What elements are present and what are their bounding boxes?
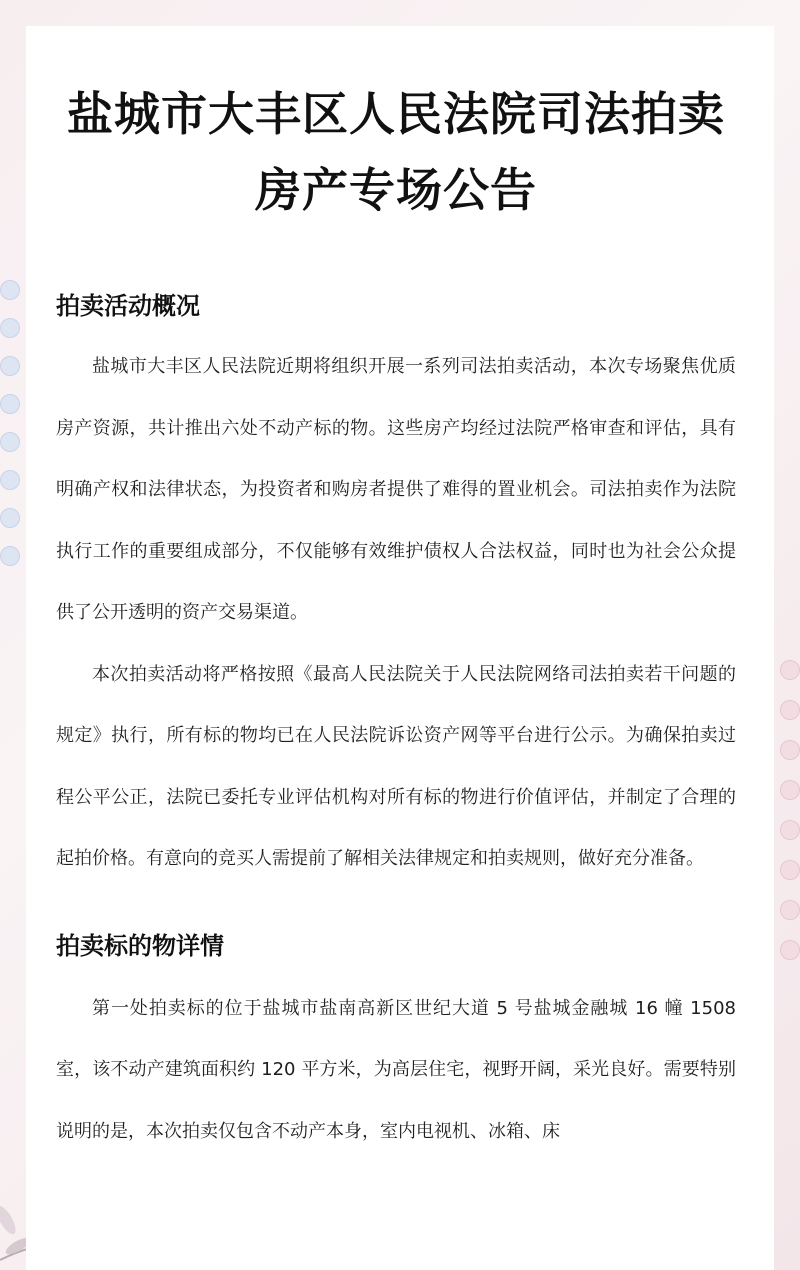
lot-details-paragraph: 第一处拍卖标的位于盐城市盐南高新区世纪大道 5 号盐城金融城 16 幢 1508 室，该不动产建筑面积约 120 平方米，为高层住宅，视野开阔，采光良好。需要特别说明的是，本次拍卖仅包含不动产本身，室内电视机、冰箱、床 [56,997,736,1142]
overview-paragraph: 盐城市大丰区人民法院近期将组织开展一系列司法拍卖活动，本次专场聚焦优质房产资源，共计推出六处不动产标的物。这些房产均经过法院严格审查和评估，具有明确产权和法律状态，为投资者和购房者提供了难得的置业机会。司法拍卖作为法院执行工作的重要组成部分，不仅能够有效维护债权人合法权益，同时也为社会公众提供了公开透明的资产交易渠道。 [56,356,736,623]
right-dot-decoration [770,660,800,980]
announcement-card [26,26,774,1270]
document-title: 盐城市大丰区人民法院司法拍卖房产专场公告 [67,87,725,217]
section-heading-lot-details: 拍卖标的物详情 [56,931,224,960]
section-heading-overview: 拍卖活动概况 [56,292,200,320]
overview-paragraph: 本次拍卖活动将严格按照《最高人民法院关于人民法院网络司法拍卖若干问题的规定》执行，所有标的物均已在人民法院诉讼资产网等平台进行公示。为确保拍卖过程公平公正，法院已委托专业评估机构对所有标的物进行价值评估，并制定了合理的起拍价格。有意向的竞买人需提前了解相关法律规定和拍卖规则，做好充分准备。 [56,663,736,869]
